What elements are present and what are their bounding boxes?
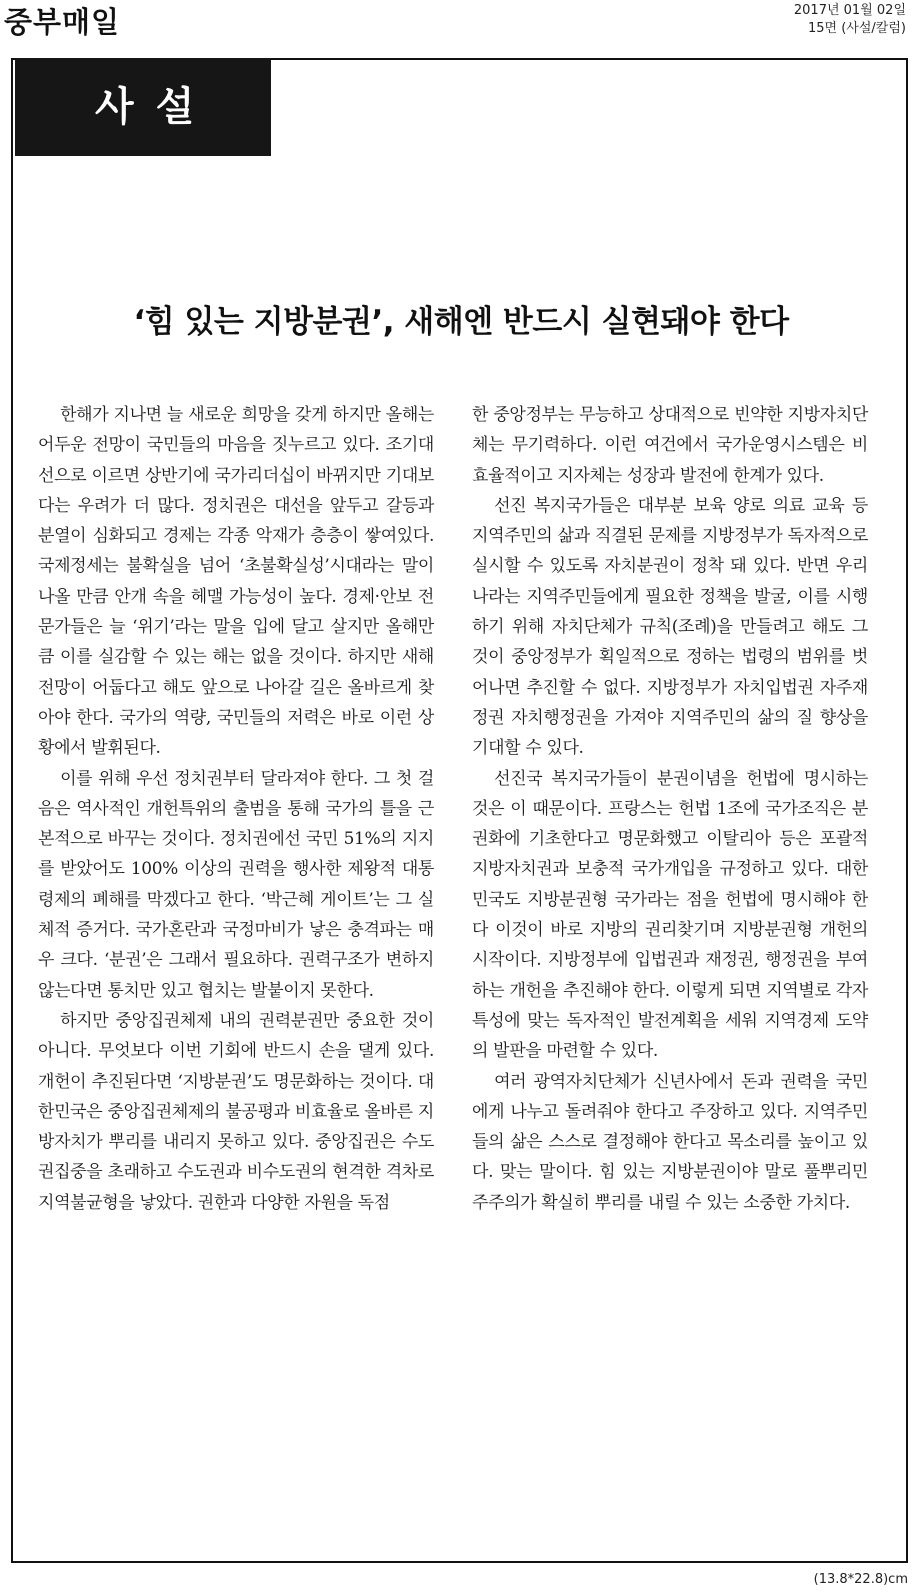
section-label: 사설 bbox=[15, 58, 271, 156]
paragraph: 하지만 중앙집권체제 내의 권력분권만 중요한 것이 아니다. 무엇보다 이번 기회에 반드시 손을 댈게 있다. 개헌이 추진된다면 ‘지방분권’도 명문화하는 것이다. 대한민국은 중앙집권체제의 불공평과 비효율로 올바른 지방자치가 뿌리를 내리지 못하고 있다. 중앙집권은 수도권집중을 초래하고 수도권과 비수도권의 현격한 격차로 지역불균형을 낳았다. 권한과 다양한 자원을 독점 bbox=[38, 1010, 434, 1213]
newspaper-logo: 중부매일 bbox=[4, 5, 121, 39]
paragraph: 한해가 지나면 늘 새로운 희망을 갖게 하지만 올해는 어두운 전망이 국민들의 마음을 짓누르고 있다. 조기대선으로 이르면 상반기에 국가리더십이 바뀌지만 기대보다는 우려가 더 많다. 정치권은 대선을 앞두고 갈등과 분열이 심화되고 경제는 각종 악재가 층층이 쌓여있다. 국제정세는 불확실을 넘어 ‘초불확실성’시대라는 말이 나올 만큼 안개 속을 헤맬 가능성이 높다. 경제·안보 전문가들은 늘 ‘위기’라는 말을 입에 달고 살지만 올해만큼 이를 실감할 수 있는 해는 없을 것이다. 하지만 새해 전망이 어둡다고 해도 앞으로 나아갈 길은 올바르게 찾아야 한다. 국가의 역량, 국민들의 저력은 바로 이런 상황에서 발휘된다. bbox=[38, 405, 434, 759]
paragraph: 선진 복지국가들은 대부분 보육 양로 의료 교육 등 지역주민의 삶과 직결된 문제를 지방정부가 독자적으로 실시할 수 있도록 자치분권이 정착 돼 있다. 반면 우리나라는 지역주민들에게 필요한 정책을 발굴, 이를 시행하기 위해 자치단체가 규칙(조례)을 만들려고 해도 그것이 중앙정부가 획일적으로 정하는 법령의 범위를 벗어나면 추진할 수 없다. 지방정부가 자치입법권 자주재정권 자치행정권을 가져야 지역주민의 삶의 질 향상을 기대할 수 있다. bbox=[472, 495, 868, 759]
publication-meta bbox=[794, 2, 906, 38]
paragraph: 이를 위해 우선 정치권부터 달라져야 한다. 그 첫 걸음은 역사적인 개헌특위의 출범을 통해 국가의 틀을 근본적으로 바꾸는 것이다. 정치권에선 국민 51%의 지지를 받았어도 100% 이상의 권력을 행사한 제왕적 대통령제의 폐해를 막겠다고 한다. ‘박근혜 게이트’는 그 실체적 증거다. 국가혼란과 국정마비가 낳은 충격파는 매우 크다. ‘분권’은 그래서 필요하다. 권력구조가 변하지 않는다면 통치만 있고 협치는 발붙이지 못한다. bbox=[38, 768, 434, 1001]
article-column-right bbox=[472, 400, 868, 1218]
article-size-note: (13.8*22.8)cm bbox=[813, 1572, 908, 1587]
article-column-left bbox=[38, 400, 434, 1218]
paragraph-continued: 한 중앙정부는 무능하고 상대적으로 빈약한 지방자치단체는 무기력하다. 이런 여건에서 국가운영시스템은 비효율적이고 지자체는 성장과 발전에 한계가 있다. bbox=[472, 405, 868, 486]
page-section: 15면 (사설/칼럼) bbox=[808, 21, 906, 36]
article-headline: ‘힘 있는 지방분권’, 새해엔 반드시 실현돼야 한다 bbox=[133, 304, 789, 340]
publication-date: 2017년 01월 02일 bbox=[793, 3, 906, 18]
paragraph: 여러 광역자치단체가 신년사에서 돈과 권력을 국민에게 나누고 돌려줘야 한다고 주장하고 있다. 지역주민들의 삶은 스스로 결정해야 한다고 목소리를 높이고 있다. 맞는 말이다. 힘 있는 지방분권이야 말로 풀뿌리민주주의가 확실히 뿌리를 내릴 수 있는 소중한 가치다. bbox=[472, 1071, 868, 1213]
paragraph: 선진국 복지국가들이 분권이념을 헌법에 명시하는 것은 이 때문이다. 프랑스는 헌법 1조에 국가조직은 분권화에 기초한다고 명문화했고 이탈리아 등은 포괄적 지방자치권과 보충적 국가개입을 규정하고 있다. 대한민국도 지방분권형 국가라는 점을 헌법에 명시해야 한다 이것이 바로 지방의 권리찾기며 지방분권형 개헌의 시작이다. 지방정부에 입법권과 재정권, 행정권을 부여하는 개헌을 추진해야 한다. 이렇게 되면 지역별로 각자 특성에 맞는 독자적인 발전계획을 세워 지역경제 도약의 발판을 마련할 수 있다. bbox=[472, 768, 868, 1062]
